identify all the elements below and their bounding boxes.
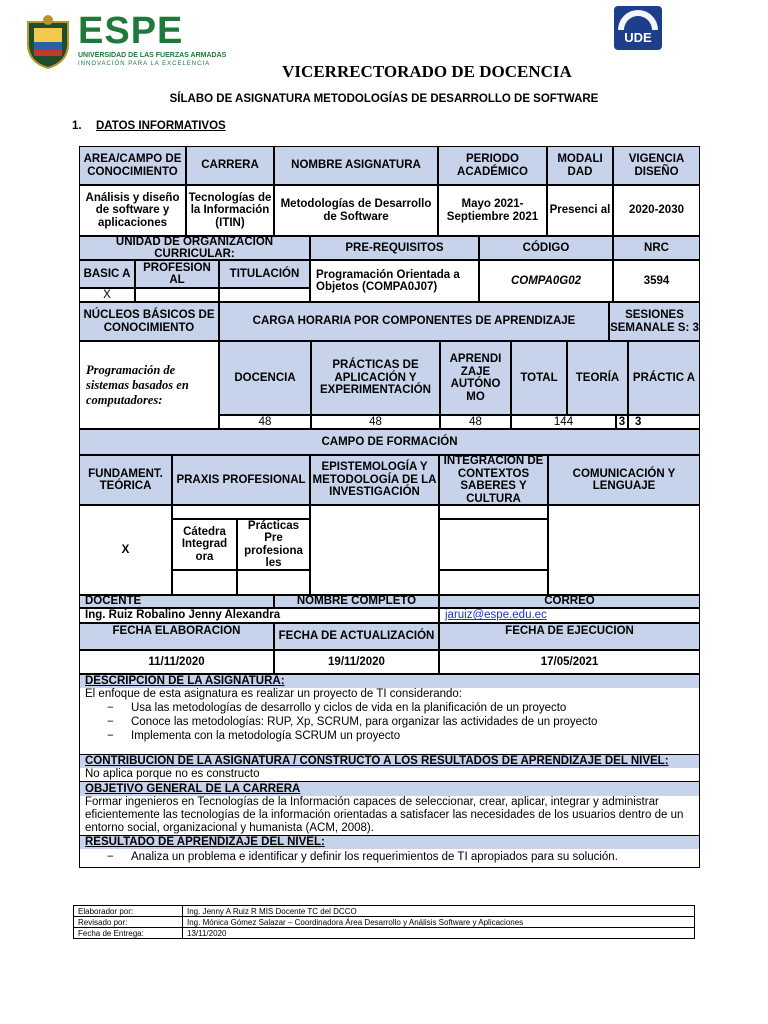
logo-sub2: INNOVACIÓN PARA LA EXCELENCIA xyxy=(78,61,211,67)
descripcion-title: DESCRIPCION DE LA ASIGNATURA: xyxy=(80,675,699,688)
v-total: 144 xyxy=(511,415,616,429)
v-nrc: 3594 xyxy=(613,260,700,302)
ude-logo xyxy=(614,6,662,50)
v-correo xyxy=(439,608,700,623)
h-comunicacion: COMUNICACIÓN Y LENGUAJE xyxy=(548,455,700,505)
v-periodo: Mayo 2021-Septiembre 2021 xyxy=(438,185,547,236)
page-title: VICERRECTORADO DE DOCENCIA xyxy=(282,62,572,81)
h-fecha-actualizacion: FECHA DE ACTUALIZACIÓN xyxy=(274,623,439,650)
v-prerequisitos: Programación Orientada a Objetos (COMPA0J07) xyxy=(310,260,479,302)
h-total: TOTAL xyxy=(511,341,567,415)
h-nrc: NRC xyxy=(613,236,700,260)
bullet-symbol: − xyxy=(107,716,114,728)
h-prerequisitos: PRE-REQUISITOS xyxy=(310,236,479,260)
h-correo: CORREO xyxy=(439,595,700,608)
bullet-symbol: − xyxy=(107,851,114,863)
bullet-symbol: − xyxy=(107,730,114,742)
email-link[interactable]: jaruiz@espe.edu.ec xyxy=(445,609,547,622)
objetivo-line-3: entorno social, organizacional y humanista (ACM, 2008). xyxy=(85,822,374,834)
contribucion-text: No aplica porque no es constructo xyxy=(85,768,260,780)
v-carrera: Tecnologías de la Información (ITIN) xyxy=(186,185,274,236)
v-basica-mark: X xyxy=(79,288,135,302)
bullet-symbol: − xyxy=(107,702,114,714)
v-titulacion xyxy=(219,288,310,302)
v-codigo: COMPA0G02 xyxy=(479,260,613,302)
sunburst-icon xyxy=(614,6,662,30)
v-profesional xyxy=(135,288,219,302)
v-fecha-actualizacion: 19/11/2020 xyxy=(274,650,439,674)
footer-value: Ing. Mónica Gómez Salazar – Coordinadora Área Desarrollo y Análisis Software y Aplicaciones xyxy=(183,917,695,928)
ude-text: UDE xyxy=(624,30,652,45)
h-docente: DOCENTE xyxy=(79,595,274,608)
catedra-blank xyxy=(172,570,237,595)
objetivo-title: OBJETIVO GENERAL DE LA CARRERA xyxy=(80,782,699,796)
footer-label: Elaborador por: xyxy=(74,906,183,917)
h-periodo: PERIODO ACADÉMICO xyxy=(438,146,547,185)
integracion-blank-2 xyxy=(439,519,548,570)
section-title: DATOS INFORMATIVOS xyxy=(96,120,226,132)
v-nombre-asignatura: Metodologías de Desarrollo de Software xyxy=(274,185,438,236)
footer-label: Revisado por: xyxy=(74,917,183,928)
v-practicas-pre: Prácticas Pre profesiona les xyxy=(237,519,310,570)
h-nombre-completo: NOMBRE COMPLETO xyxy=(274,595,439,608)
h-teoria: TEORÍA xyxy=(567,341,628,415)
objetivo-line-1: Formar ingenieros en Tecnologías de la Información capaces de seleccionar, crear, aplicar, integrar y administrar xyxy=(85,796,659,808)
h-area: AREA/CAMPO DE CONOCIMIENTO xyxy=(79,146,186,185)
footer-row xyxy=(74,917,695,928)
h-sesiones: SESIONES SEMANALE S: 3 xyxy=(609,302,700,341)
h-titulacion: TITULACIÓN xyxy=(219,260,310,288)
h-modalidad: MODALI DAD xyxy=(547,146,613,185)
v-modalidad: Presenci al xyxy=(547,185,613,236)
descripcion-box xyxy=(79,674,700,755)
section-number: 1. xyxy=(72,120,82,132)
h-carga-horaria: CARGA HORARIA POR COMPONENTES DE APRENDIZAJE xyxy=(219,302,609,341)
h-practicas-aplicacion: PRÁCTICAS DE APLICACIÓN Y EXPERIMENTACIÓN xyxy=(311,341,440,415)
h-basica: BASIC A xyxy=(79,260,135,288)
objetivo-box xyxy=(79,782,700,836)
h-integracion: INTEGRACIÓN DE CONTEXTOS SABERES Y CULTURA xyxy=(439,455,548,505)
h-praxis: PRAXIS PROFESIONAL xyxy=(172,455,310,505)
v-docente-nombre: Ing. Ruiz Robalino Jenny Alexandra xyxy=(79,608,439,623)
v-fundament-mark: X xyxy=(79,505,172,595)
comunicacion-blank xyxy=(548,505,700,595)
resultado-title: RESULTADO DE APRENDIZAJE DEL NIVEL: xyxy=(80,836,699,849)
v-fecha-ejecucion: 17/05/2021 xyxy=(439,650,700,674)
contribucion-title: CONTRIBUCION DE LA ASIGNATURA / CONSTRUCTO A LOS RESULTADOS DE APRENDIZAJE DEL NIVEL: xyxy=(80,755,699,768)
descripcion-intro: El enfoque de esta asignatura es realizar un proyecto de TI considerando: xyxy=(85,688,462,700)
integracion-blank-1 xyxy=(439,505,548,519)
v-nucleo: Programación de sistemas basados en computadores: xyxy=(79,341,219,429)
logo-sub1: UNIVERSIDAD DE LAS FUERZAS ARMADAS xyxy=(78,52,227,59)
footer-table xyxy=(73,905,695,939)
v-aprendizaje-autonomo: 48 xyxy=(440,415,511,429)
footer-row xyxy=(74,906,695,917)
h-fecha-elaboracion: FECHA ELABORACION xyxy=(79,623,274,650)
v-practica: 3 xyxy=(628,415,700,429)
v-practicas-aplicacion: 48 xyxy=(311,415,440,429)
h-practica: PRÁCTIC A xyxy=(628,341,700,415)
resultado-box xyxy=(79,836,700,868)
v-catedra: Cátedra Integrad ora xyxy=(172,519,237,570)
h-nucleos: NÚCLEOS BÁSICOS DE CONOCIMIENTO xyxy=(79,302,219,341)
syllabus-subtitle: SÍLABO DE ASIGNATURA METODOLOGÍAS DE DESARROLLO DE SOFTWARE xyxy=(169,93,599,105)
h-nombre-asignatura: NOMBRE ASIGNATURA xyxy=(274,146,438,185)
integracion-blank-3 xyxy=(439,570,548,595)
h-vigencia: VIGENCIA DISEÑO xyxy=(613,146,700,185)
v-area: Análisis y diseño de software y aplicaciones xyxy=(79,185,186,236)
footer-value: 13/11/2020 xyxy=(183,928,695,939)
v-docencia: 48 xyxy=(219,415,311,429)
h-docencia: DOCENCIA xyxy=(219,341,311,415)
descripcion-bullet-1: Usa las metodologías de desarrollo y ciclos de vida en la planificación de un proyecto xyxy=(131,702,567,714)
footer-row xyxy=(74,928,695,939)
h-epistemologia: EPISTEMOLOGÍA Y METODOLOGÍA DE LA INVESTIGACIÓN xyxy=(310,455,439,505)
practicas-blank xyxy=(237,570,310,595)
descripcion-bullet-2: Conoce las metodologías: RUP, Xp, SCRUM, para organizar las actividades de un proyecto xyxy=(131,716,598,728)
praxis-blank xyxy=(172,505,310,519)
descripcion-bullet-3: Implementa con la metodología SCRUM un proyecto xyxy=(131,730,401,742)
h-profesional: PROFESION AL xyxy=(135,260,219,288)
v-fecha-elaboracion: 11/11/2020 xyxy=(79,650,274,674)
h-unidad: UNIDAD DE ORGANIZACION CURRICULAR: xyxy=(79,236,310,260)
resultado-bullet: Analiza un problema e identificar y definir los requerimientos de TI apropiados para su solución. xyxy=(131,851,618,863)
v-teoria: 3 xyxy=(616,415,628,429)
objetivo-line-2: eficientemente las tecnologías de la información orientadas a satisfacer las necesidades de los usuarios dentro de un xyxy=(85,809,684,821)
h-codigo: CÓDIGO xyxy=(479,236,613,260)
logo-espe-text: ESPE xyxy=(78,10,184,52)
h-fecha-ejecucion: FECHA DE EJECUCION xyxy=(439,623,700,650)
v-vigencia: 2020-2030 xyxy=(613,185,700,236)
footer-label: Fecha de Entrega: xyxy=(74,928,183,939)
contribucion-box xyxy=(79,755,700,782)
h-aprendizaje-autonomo: APRENDI ZAJE AUTÓNO MO xyxy=(440,341,511,415)
h-carrera: CARRERA xyxy=(186,146,274,185)
epistemologia-blank xyxy=(310,505,439,595)
h-campo-formacion: CAMPO DE FORMACIÓN xyxy=(79,429,700,455)
footer-value: Ing. Jenny A Ruiz R MIS Docente TC del DCCO xyxy=(183,906,695,917)
h-fundament: FUNDAMENT. TEÓRICA xyxy=(79,455,172,505)
